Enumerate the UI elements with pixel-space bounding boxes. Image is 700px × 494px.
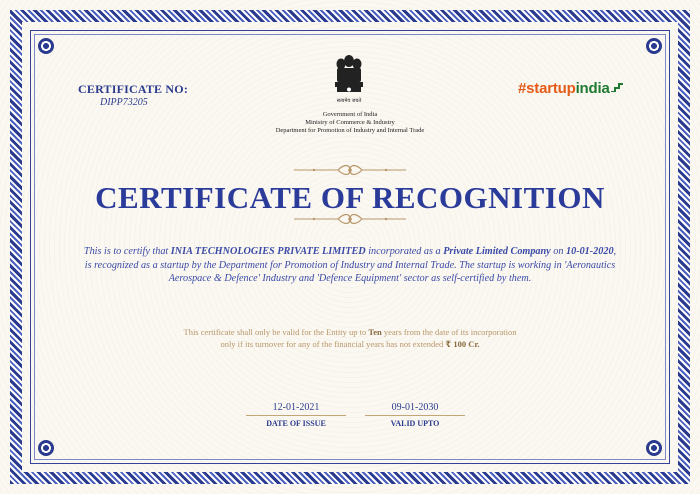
validity-note: This certificate shall only be valid for the Entity up to Ten years from the date of its incorporation only if its turnover for any of the financial years has not extended ₹ 100 Cr. <box>183 327 517 349</box>
company-name: INIA TECHNOLOGIES PRIVATE LIMITED <box>170 246 366 257</box>
startup-india-logo: #startupindia <box>518 80 623 97</box>
corner-ornament-icon <box>38 38 54 54</box>
certificate-title: CERTIFICATE OF RECOGNITION <box>95 180 605 215</box>
incorporation-date: 10-01-2020 <box>566 246 614 257</box>
validity-years: Ten <box>368 327 382 337</box>
corner-ornament-icon <box>646 38 662 54</box>
ministry-line: Ministry of Commerce & Industry <box>305 119 395 126</box>
ornament-top-icon <box>290 163 410 177</box>
certificate-number: DIPP73205 <box>100 97 148 108</box>
department-line: Department for Promotion of Industry and Internal Trade <box>275 127 425 134</box>
government-header <box>250 111 450 135</box>
valid-upto-label: VALID UPTO <box>390 419 440 428</box>
valid-upto-block <box>365 402 465 428</box>
svg-text:सत्यमेव जयते: सत्यमेव जयते <box>336 98 362 104</box>
national-emblem-icon <box>329 52 369 106</box>
certificate-number-label: CERTIFICATE NO: <box>78 82 189 96</box>
company-type: Private Limited Company <box>443 246 551 257</box>
government-line: Government of India <box>322 111 378 118</box>
issue-date-label: DATE OF ISSUE <box>266 419 326 428</box>
corner-ornament-icon <box>38 440 54 456</box>
turnover-limit: ₹ 100 Cr. <box>445 339 480 349</box>
certification-statement: This is to certify that INIA TECHNOLOGIES PRIVATE LIMITED incorporated as a Private Limited Company on 10-01-2020, is recognized as a startup by the Department for Promotion of Industry and Internal Trade. The startup is working in 'Aeronautics Aerospace & Defence' Industry and 'Defence Equipment' sector as self-certified by them. <box>83 246 617 284</box>
corner-ornament-icon <box>646 440 662 456</box>
issue-date-block <box>246 402 346 428</box>
issue-date: 12-01-2021 <box>246 402 346 416</box>
ornament-bottom-icon <box>290 212 410 226</box>
stairs-icon <box>611 80 623 92</box>
valid-upto-date: 09-01-2030 <box>365 402 465 416</box>
